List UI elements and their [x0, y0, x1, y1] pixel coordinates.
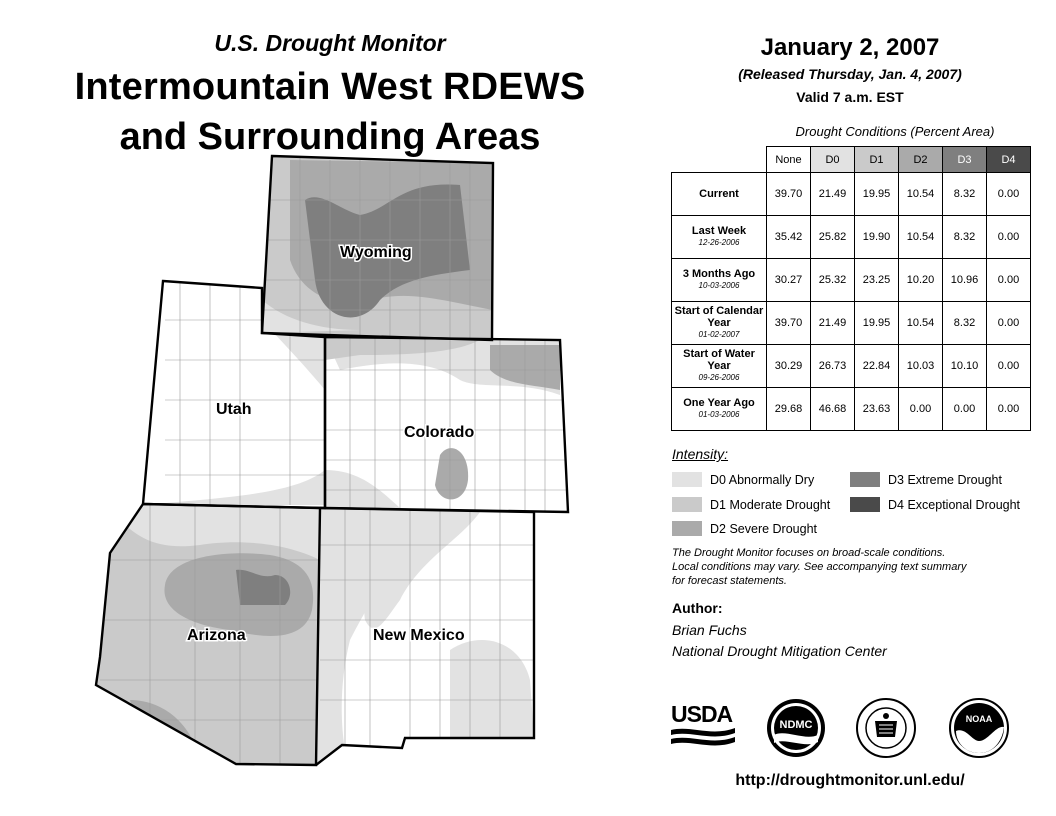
noaa-logo-text: NOAA: [965, 714, 993, 724]
table-caption: Drought Conditions (Percent Area): [795, 124, 995, 139]
ndmc-logo-text: NDMC: [779, 719, 813, 731]
author-block: [672, 620, 887, 662]
column-header-d1: D1: [855, 147, 899, 173]
author-org: National Drought Mitigation Center: [672, 643, 887, 659]
state-label-new-mexico: New Mexico: [373, 627, 465, 644]
table-corner-cell: [672, 147, 767, 173]
legend-label-d4: D4 Exceptional Drought: [888, 497, 1021, 512]
drought-conditions-table: [671, 146, 1031, 431]
legend-swatch-d1: [672, 497, 702, 512]
cell-value: 25.32: [811, 259, 855, 302]
state-label-utah: Utah: [216, 401, 252, 418]
cell-value: 0.00: [987, 302, 1031, 345]
row-label-date: 12-26-2006: [698, 238, 740, 247]
legend-item-d1: [672, 497, 830, 512]
legend-item-d0: [672, 472, 814, 487]
cell-value: 46.68: [811, 388, 855, 431]
row-label-text: One Year Ago: [683, 397, 755, 409]
table-header-row: [672, 147, 1031, 173]
map-title-line1: Intermountain West RDEWS: [74, 66, 586, 108]
legend-swatch-d4: [850, 497, 880, 512]
row-label-text: Start of Calendar Year: [674, 305, 764, 329]
legend-label-d1: D1 Moderate Drought: [710, 497, 831, 512]
valid-date: January 2, 2007: [760, 34, 940, 61]
cell-value: 39.70: [767, 302, 811, 345]
cell-value: 25.82: [811, 216, 855, 259]
note-line: The Drought Monitor focuses on broad-scale conditions.: [672, 547, 946, 559]
ndmc-logo: [765, 697, 827, 759]
release-date: (Released Thursday, Jan. 4, 2007): [738, 66, 962, 82]
row-label: [672, 388, 767, 431]
table-row-3-months-ago: [672, 259, 1031, 302]
column-header-d0: D0: [811, 147, 855, 173]
usda-logo: [671, 703, 737, 749]
state-label-arizona: Arizona: [187, 627, 246, 644]
row-label: [672, 345, 767, 388]
legend-swatch-d3: [850, 472, 880, 487]
legend-title: Intensity:: [672, 446, 729, 462]
cell-value: 0.00: [987, 216, 1031, 259]
legend-swatch-d2: [672, 521, 702, 536]
row-label-text: Start of Water Year: [683, 348, 755, 372]
cell-value: 10.54: [899, 216, 943, 259]
state-label-colorado: Colorado: [404, 424, 475, 441]
footer-url[interactable]: http://droughtmonitor.unl.edu/: [735, 772, 965, 789]
cell-value: 10.20: [899, 259, 943, 302]
column-header-d2: D2: [899, 147, 943, 173]
cell-value: 8.32: [943, 216, 987, 259]
row-label: [672, 173, 767, 216]
column-header-d3: D3: [943, 147, 987, 173]
cell-value: 10.03: [899, 345, 943, 388]
cell-value: 19.95: [855, 302, 899, 345]
cell-value: 8.32: [943, 173, 987, 216]
cell-value: 0.00: [987, 259, 1031, 302]
table-row-last-week: [672, 216, 1031, 259]
cell-value: 0.00: [987, 345, 1031, 388]
state-label-wyoming: Wyoming: [340, 244, 412, 261]
table-row-start-calendar-year: [672, 302, 1031, 345]
cell-value: 30.29: [767, 345, 811, 388]
legend-item-d4: [850, 497, 1020, 512]
row-label-text: Current: [699, 188, 739, 200]
legend-item-d3: [850, 472, 1002, 487]
legend-label-d0: D0 Abnormally Dry: [710, 472, 815, 487]
cell-value: 0.00: [987, 388, 1031, 431]
usda-logo-text: USDA: [671, 701, 733, 727]
row-label: [672, 259, 767, 302]
cell-value: 21.49: [811, 302, 855, 345]
cell-value: 10.96: [943, 259, 987, 302]
column-header-d4: D4: [987, 147, 1031, 173]
cell-value: 10.54: [899, 302, 943, 345]
author-heading: Author:: [672, 600, 723, 616]
cell-value: 0.00: [899, 388, 943, 431]
commerce-seal-logo: [855, 697, 917, 759]
legend-label-d3: D3 Extreme Drought: [888, 472, 1002, 487]
legend-item-d2: [672, 521, 817, 536]
cell-value: 26.73: [811, 345, 855, 388]
cell-value: 29.68: [767, 388, 811, 431]
legend-swatch-d0: [672, 472, 702, 487]
cell-value: 22.84: [855, 345, 899, 388]
cell-value: 19.90: [855, 216, 899, 259]
note-line: Local conditions may vary. See accompanying text summary: [672, 561, 967, 573]
row-label-text: Last Week: [691, 225, 747, 237]
cell-value: 10.54: [899, 173, 943, 216]
row-label-date: 01-02-2007: [698, 330, 740, 339]
cell-value: 39.70: [767, 173, 811, 216]
cell-value: 0.00: [987, 173, 1031, 216]
cell-value: 35.42: [767, 216, 811, 259]
cell-value: 10.10: [943, 345, 987, 388]
cell-value: 19.95: [855, 173, 899, 216]
column-header-none: None: [767, 147, 811, 173]
table-row-one-year-ago: [672, 388, 1031, 431]
drought-map: [0, 150, 660, 780]
row-label-date: 10-03-2006: [698, 281, 740, 290]
cell-value: 23.25: [855, 259, 899, 302]
valid-time: Valid 7 a.m. EST: [796, 89, 904, 105]
cell-value: 23.63: [855, 388, 899, 431]
usda-logo-waves: [671, 725, 737, 747]
map-title-line2: and Surrounding Areas: [119, 116, 541, 158]
row-label: [672, 216, 767, 259]
table-row-start-water-year: [672, 345, 1031, 388]
noaa-logo: [948, 697, 1010, 759]
legend-label-d2: D2 Severe Drought: [710, 521, 818, 536]
cell-value: 0.00: [943, 388, 987, 431]
row-label: [672, 302, 767, 345]
cell-value: 21.49: [811, 173, 855, 216]
disclaimer-note: [672, 546, 1042, 588]
row-label-date: 01-03-2006: [698, 410, 740, 419]
cell-value: 30.27: [767, 259, 811, 302]
row-label-text: 3 Months Ago: [682, 268, 756, 280]
author-name: Brian Fuchs: [672, 622, 747, 638]
map-subtitle: U.S. Drought Monitor: [214, 30, 446, 56]
note-line: for forecast statements.: [672, 575, 787, 587]
cell-value: 8.32: [943, 302, 987, 345]
row-label-date: 09-26-2006: [698, 373, 740, 382]
table-row-current: [672, 173, 1031, 216]
